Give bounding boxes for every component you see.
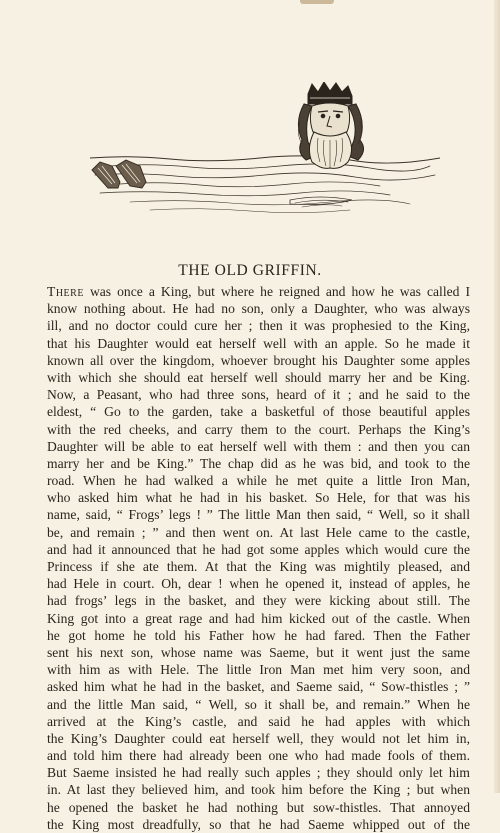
- text-line: who asked him what he had in his basket. So Hele, for that was his: [47, 490, 470, 506]
- text-line: King got into a great rage and had him kicked out of the castle. When: [47, 610, 470, 626]
- text-line: the King’s Daughter could eat herself well, they would not let him in,: [47, 730, 470, 746]
- text-line: name, said, “ Frogs’ legs ! ” The little Man then said, “ Well, so it shall: [47, 507, 470, 523]
- text-line: know nothing about. He had no son, only a Daughter, who was always: [47, 301, 470, 317]
- text-line: Princess if she ate them. At that the King was mightily pleased, and: [47, 559, 470, 574]
- text-line: Daughter will be able to eat herself well with them : and then you can: [47, 438, 470, 454]
- text-line: and had it announced that he had got some apples which would cure the: [47, 541, 470, 557]
- text-line: had Hele in court. Oh, dear ! when he opened it, instead of apples, he: [47, 576, 470, 592]
- text-line: But Saeme insisted he had really such apples ; they should only let him: [47, 765, 470, 781]
- page-edge: [494, 0, 500, 793]
- text-line: had frogs’ legs in the basket, and they were kicking about still. The: [47, 593, 470, 609]
- text-line: he got home he told his Father how he had fared. Then the Father: [47, 627, 470, 643]
- text-line: be, and remain ; ” and then went on. At last Hele came to the castle,: [47, 524, 470, 540]
- story-title: THE OLD GRIFFIN.: [178, 262, 322, 279]
- text-line: road. When he had walked a while he met quite a little Iron Man,: [47, 473, 470, 489]
- text-line: with the red cheeks, and carry them to the court. Perhaps the King’s: [47, 421, 470, 437]
- text-line: asked him what he had in the basket, and Saeme said, “ Sow-thistles ; ”: [47, 679, 470, 695]
- text-line: he opened the basket he had nothing but sow-thistles. That annoyed: [47, 799, 470, 815]
- text-line: marry her and be King.” The chap did as he was bid, and took to the: [47, 455, 470, 471]
- text-line: the King most dreadfully, so that he had Saeme whipped out of the: [47, 816, 470, 832]
- text-line: and told him there had already been one who had made fools of them.: [47, 748, 470, 764]
- text-line: and the little Man said, “ Well, so it shall be, and remain.” When he: [47, 696, 470, 712]
- griffin-head-illustration: [90, 82, 440, 222]
- text-line: in. At last they believed him, and took him before the King ; but when: [47, 782, 470, 798]
- text-line: that his Daughter would eat herself well with an apple. So he made it: [47, 335, 470, 351]
- text-line: with which she should eat herself well should marry her and be King.: [47, 369, 470, 385]
- opening-word: There: [47, 284, 84, 299]
- text-line: ill, and no doctor could cure her ; then it was prophesied to the King,: [47, 318, 470, 334]
- text-line: There was once a King, but where he reigned and how he was called I: [47, 284, 470, 299]
- story-body: [47, 283, 470, 833]
- text-line: sent his next son, whose name was Saeme, but it went just the same: [47, 644, 470, 660]
- text-line: known all over the kingdom, whoever brought his Daughter some apples: [47, 352, 470, 368]
- page-tab-mark: [300, 0, 334, 4]
- text-line: Now, a Peasant, who had three sons, heard of it ; and he said to the: [47, 387, 470, 403]
- text-line: eldest, “ Go to the garden, take a basketful of those beautiful apples: [47, 404, 470, 420]
- text-line: arrived at the King’s castle, and said he had apples with which: [47, 713, 470, 729]
- text-line: with him as with Hele. The little Iron Man met him very soon, and: [47, 662, 470, 678]
